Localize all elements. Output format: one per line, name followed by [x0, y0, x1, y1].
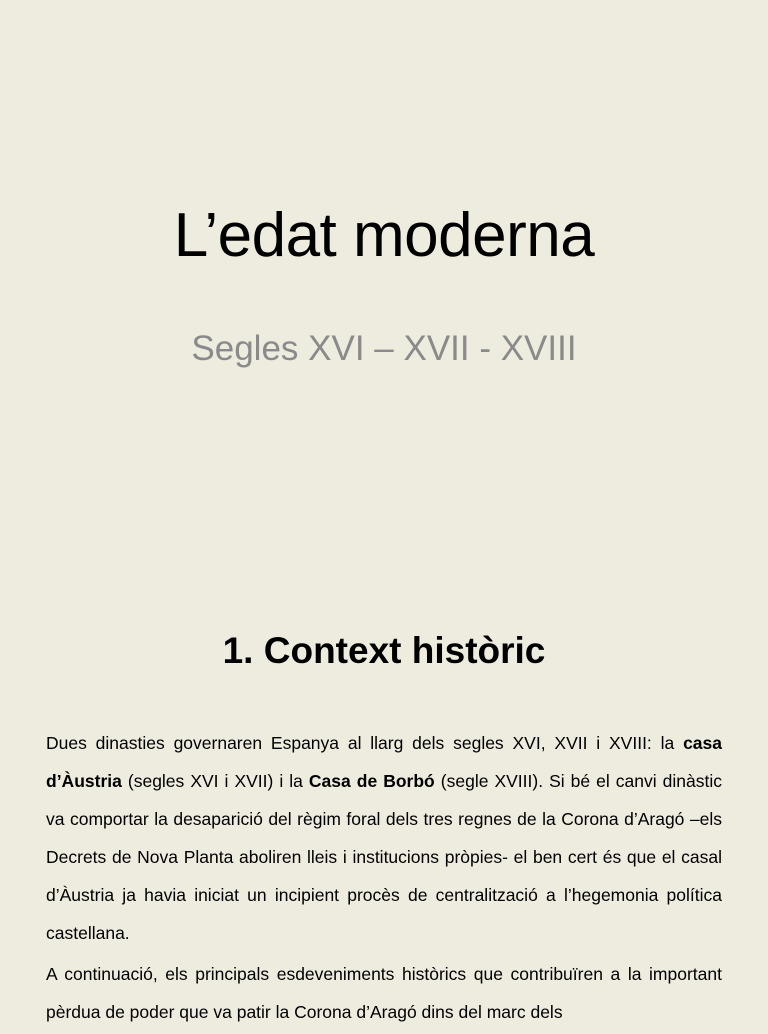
document-subtitle: Segles XVI – XVII - XVIII [191, 329, 577, 368]
body-text [46, 724, 722, 1034]
text-run: (segle XVIII). Si bé el canvi dinàstic va comportar la desaparició del règim foral dels tres regnes de la Corona d’Aragó –els Decrets de Nova Planta aboliren lleis i institucions pròpies- el ben cert és que el casal d’Àustria ja havia iniciat un incipient procès de centralització a l’hegemonia política castellana. [46, 771, 723, 943]
text-run: Dues dinasties governaren Espanya al llarg dels segles XVI, XVII i XVIII: la [46, 733, 684, 753]
text-run: (segles XVI i XVII) i la [121, 771, 309, 791]
section-heading: 1. Context històric [222, 630, 546, 671]
text-run-bold: casa d’Àustria [46, 733, 722, 791]
text-run: A continuació, els principals esdeveniments històrics que contribuïren a la important pèrdua de poder que va patir la Corona d’Aragó dins del marc dels [46, 964, 722, 1022]
text-run-bold: Casa de Borbó [308, 771, 435, 791]
paragraph [46, 955, 722, 1031]
paragraph [46, 724, 722, 952]
document-title: L’edat moderna [173, 201, 595, 270]
